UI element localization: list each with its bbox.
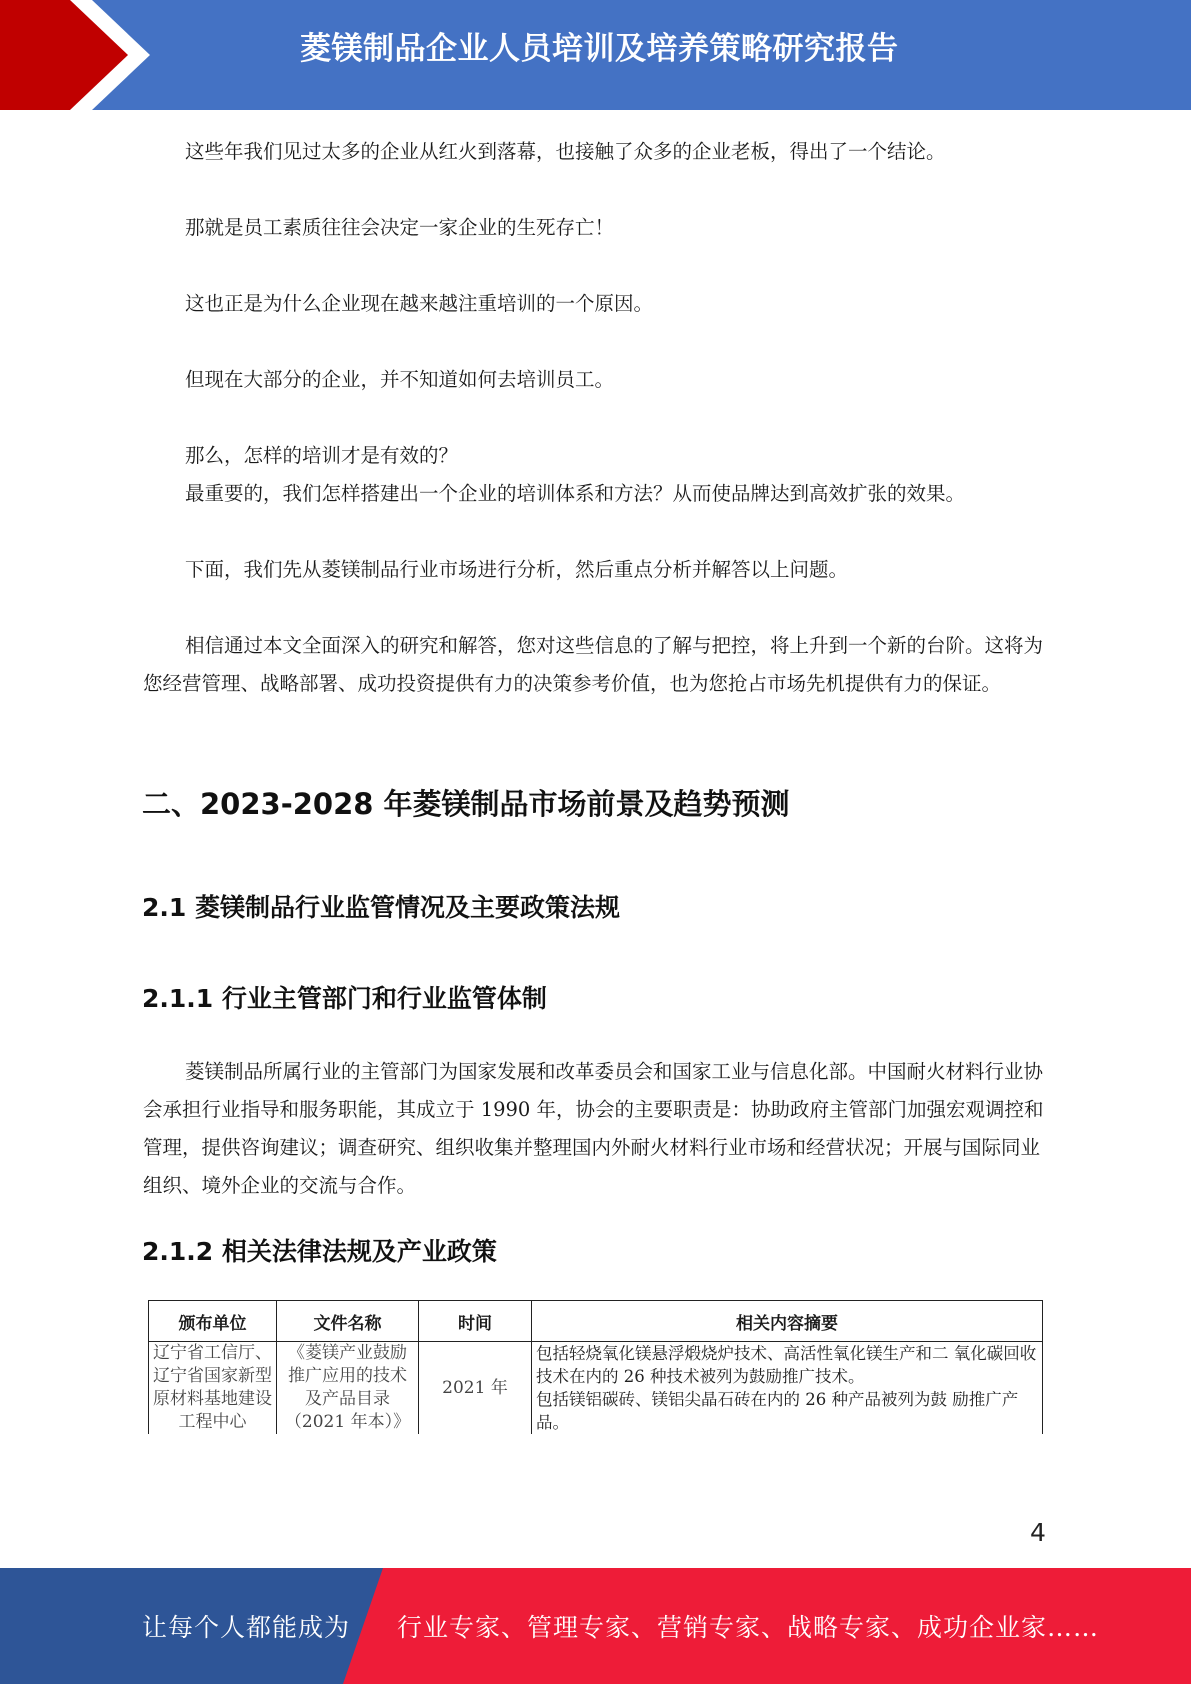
table-header-row (149, 1301, 1043, 1342)
intro-paragraph-4: 但现在大部分的企业，并不知道如何去培训员工。 (185, 368, 615, 391)
intro-paragraph-3: 这也正是为什么企业现在越来越注重培训的一个原因。 (185, 292, 654, 315)
page-footer (0, 1568, 1191, 1684)
column-header-issuer: 颁布单位 (149, 1301, 277, 1342)
section-heading: 二、2023-2028 年菱镁制品市场前景及趋势预测 (142, 787, 790, 821)
footer-slogan-right: 行业专家、管理专家、营销专家、战略专家、成功企业家…… (397, 1613, 1100, 1642)
intro-paragraph-8: 相信通过本文全面深入的研究和解答，您对这些信息的了解与把控，将上升到一个新的台阶。这将为您经营管理、战略部署、成功投资提供有力的决策参考价值，也为您抢占市场先机提供有力的保证。 (143, 634, 1044, 695)
subsection-heading-2-1-1: 2.1.1 行业主管部门和行业监管体制 (142, 984, 547, 1013)
cell-time: 2021 年 (419, 1342, 532, 1435)
subsection-heading-2-1-2: 2.1.2 相关法律法规及产业政策 (142, 1237, 497, 1266)
cell-document: 《菱镁产业鼓励推广应用的技术及产品目录（2021 年本）》 (277, 1342, 419, 1435)
table-row (149, 1342, 1043, 1435)
intro-paragraph-7: 下面，我们先从菱镁制品行业市场进行分析，然后重点分析并解答以上问题。 (185, 558, 849, 581)
column-header-time: 时间 (419, 1301, 532, 1342)
column-header-summary: 相关内容摘要 (532, 1301, 1043, 1342)
footer-slogan-left: 让每个人都能成为 (142, 1613, 351, 1642)
subsection-heading-2-1: 2.1 菱镁制品行业监管情况及主要政策法规 (142, 893, 620, 922)
column-header-document: 文件名称 (277, 1301, 419, 1342)
page-header (0, 0, 1191, 110)
policy-table (148, 1300, 1043, 1434)
intro-paragraph-2: 那就是员工素质往往会决定一家企业的生死存亡！ (185, 216, 615, 239)
cell-issuer: 辽宁省工信厅、辽宁省国家新型原材料基地建设工程中心 (149, 1342, 277, 1435)
summary-line-1: 包括轻烧氧化镁悬浮煅烧炉技术、高活性氧化镁生产和二 氧化碳回收技术在内的 26 种技术被列为鼓励推广技术。 (536, 1344, 1037, 1386)
intro-paragraph-6: 最重要的，我们怎样搭建出一个企业的培训体系和方法？从而使品牌达到高效扩张的效果。 (185, 482, 966, 505)
report-title: 菱镁制品企业人员培训及培养策略研究报告 (300, 31, 899, 67)
summary-line-2: 包括镁铝碳砖、镁铝尖晶石砖在内的 26 种产品被列为鼓 励推广产品。 (536, 1390, 1019, 1432)
cell-summary (532, 1342, 1043, 1435)
intro-paragraph-5: 那么，怎样的培训才是有效的？ (185, 444, 459, 467)
page-number: 4 (1030, 1518, 1046, 1547)
intro-paragraph-1: 这些年我们见过太多的企业从红火到落幕，也接触了众多的企业老板，得出了一个结论。 (185, 140, 946, 163)
regulation-paragraph: 菱镁制品所属行业的主管部门为国家发展和改革委员会和国家工业与信息化部。中国耐火材料行业协会承担行业指导和服务职能，其成立于 1990 年，协会的主要职责是：协助政府主管部门加强宏观调控和管理，提供咨询建议；调查研究、组织收集并整理国内外耐火材料行业市场和经营状况；开展与国际同业组织、境外企业的交流与合作。 (143, 1060, 1044, 1197)
